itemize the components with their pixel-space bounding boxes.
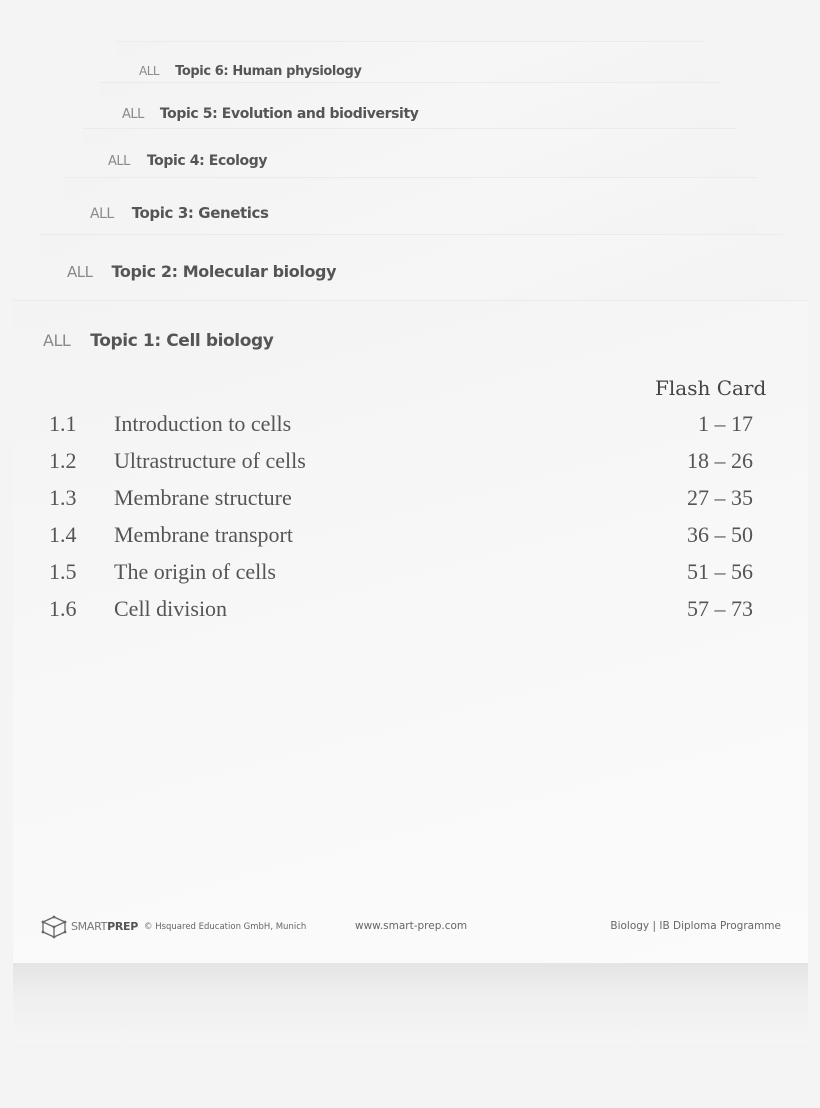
card-range: 18 – 26 (687, 448, 753, 473)
subtopic-table (49, 411, 769, 633)
page-shadow (13, 963, 808, 1043)
subtopic-name: Introduction to cells (114, 411, 292, 436)
all-badge: ALL (67, 263, 93, 281)
topic-card-5[interactable] (99, 82, 721, 128)
table-row (49, 522, 769, 559)
topic-title: Topic 5: Evolution and biodiversity (159, 106, 419, 122)
topic-card-1 (13, 300, 808, 963)
flash-card-column-header: Flash Card (655, 376, 767, 400)
subtopic-name: Membrane transport (114, 522, 293, 547)
subtopic-number: 1.1 (49, 411, 77, 436)
topic-title: Topic 3: Genetics (131, 204, 269, 222)
brand-logo-text: SMARTPREP (71, 920, 138, 933)
topic-card-4[interactable] (83, 128, 737, 177)
card-range: 27 – 35 (687, 485, 753, 510)
all-badge: ALL (43, 331, 71, 350)
cube-icon (41, 915, 67, 939)
table-row (49, 411, 769, 448)
subtopic-name: Cell division (114, 596, 228, 621)
topic-header (108, 153, 267, 169)
all-badge: ALL (139, 64, 160, 78)
copyright-text: © Hsquared Education GmbH, Munich (144, 922, 307, 932)
subtopic-name: Ultrastructure of cells (114, 448, 306, 473)
table-row (49, 559, 769, 596)
subtopic-number: 1.2 (49, 448, 77, 473)
topic-title: Topic 2: Molecular biology (111, 262, 337, 281)
topic-title: Topic 4: Ecology (146, 153, 268, 169)
website-link[interactable]: www.smart-prep.com (355, 920, 468, 932)
topic-title: Topic 1: Cell biology (90, 331, 274, 351)
card-range: 36 – 50 (687, 522, 753, 547)
card-range: 51 – 56 (687, 559, 753, 584)
all-badge: ALL (90, 206, 114, 222)
subtopic-number: 1.5 (49, 559, 77, 584)
subtopic-number: 1.4 (49, 522, 77, 547)
subject-label: Biology | IB Diploma Programme (610, 920, 781, 932)
topic-header (43, 331, 273, 351)
table-row (49, 448, 769, 485)
topic-card-3[interactable] (64, 177, 757, 234)
topic-title: Topic 6: Human physiology (175, 64, 362, 79)
subtopic-name: The origin of cells (114, 559, 276, 584)
table-row (49, 485, 769, 522)
topic-header (90, 204, 269, 222)
table-row (49, 596, 769, 633)
subtopic-number: 1.3 (49, 485, 77, 510)
topic-header (67, 262, 336, 281)
all-badge: ALL (122, 107, 144, 122)
topic-card-6[interactable] (117, 41, 704, 82)
card-range: 57 – 73 (687, 596, 753, 621)
page-footer (41, 915, 781, 935)
topic-card-2[interactable] (39, 234, 782, 300)
topic-header (139, 64, 362, 79)
topic-header (122, 106, 418, 122)
card-range: 1 – 17 (698, 411, 753, 436)
all-badge: ALL (108, 154, 130, 169)
subtopic-name: Membrane structure (114, 485, 292, 510)
subtopic-number: 1.6 (49, 596, 77, 621)
